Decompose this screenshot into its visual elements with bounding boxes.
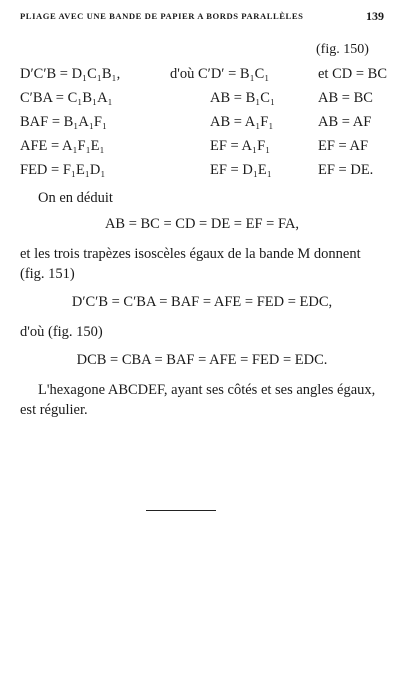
conclusion-equality: AB = BC xyxy=(318,90,373,106)
conclusion-paragraph: L'hexagone ABCDEF, ayant ses côtés et ses angles égaux, est régulier. xyxy=(20,382,376,418)
dou-fig-150: d'où (fig. 150) xyxy=(20,324,103,340)
derived-equality: AB = B₁C₁ xyxy=(210,90,276,106)
derived-equality: AB = A₁F₁ xyxy=(210,114,274,130)
angles-equation-2: DCB = CBA = BAF = AFE = FED = EDC. xyxy=(76,352,328,368)
derived-equality: EF = D₁E₁ xyxy=(210,162,272,178)
side-equalities: AB = BC = CD = DE = EF = FA, xyxy=(104,216,300,232)
derived-equality: d'où C′D′ = B₁C₁ xyxy=(170,66,270,82)
conclusion-equality: AB = AF xyxy=(318,114,372,130)
page-number: 139 xyxy=(366,9,384,23)
equation-row-3 xyxy=(20,114,384,136)
arc-equality: AFE = A₁F₁E₁ xyxy=(20,138,105,154)
arc-equality: D′C′B = D₁C₁B₁, xyxy=(20,66,121,82)
arc-equality: FED = F₁E₁D₁ xyxy=(20,162,106,178)
arc-equality: BAF = B₁A₁F₁ xyxy=(20,114,108,130)
conclusion-equality: et CD = BC xyxy=(318,66,388,82)
conclusion-equality: EF = DE. xyxy=(318,162,374,178)
on-en-deduit: On en déduit xyxy=(38,190,113,206)
running-header xyxy=(20,10,384,28)
derived-equality: EF = A₁F₁ xyxy=(210,138,271,154)
equation-row-5 xyxy=(20,162,384,184)
angles-equation-1: D′C′B = C′BA = BAF = AFE = FED = EDC, xyxy=(71,294,333,310)
equation-row-1 xyxy=(20,66,388,88)
equation-row-4 xyxy=(20,138,384,160)
arc-equality: C′BA = C₁B₁A₁ xyxy=(20,90,113,106)
paragraph-trapezes: et les trois trapèzes isoscèles égaux de la bande M donnent (fig. 151) xyxy=(20,246,361,282)
conclusion-equality: EF = AF xyxy=(318,138,369,154)
end-rule xyxy=(146,510,216,511)
figure-reference-top: (fig. 150) xyxy=(316,42,369,57)
equation-row-2 xyxy=(20,90,384,112)
header-title: PLIAGE AVEC UNE BANDE DE PAPIER A BORDS PARALLÈLES xyxy=(20,11,304,21)
